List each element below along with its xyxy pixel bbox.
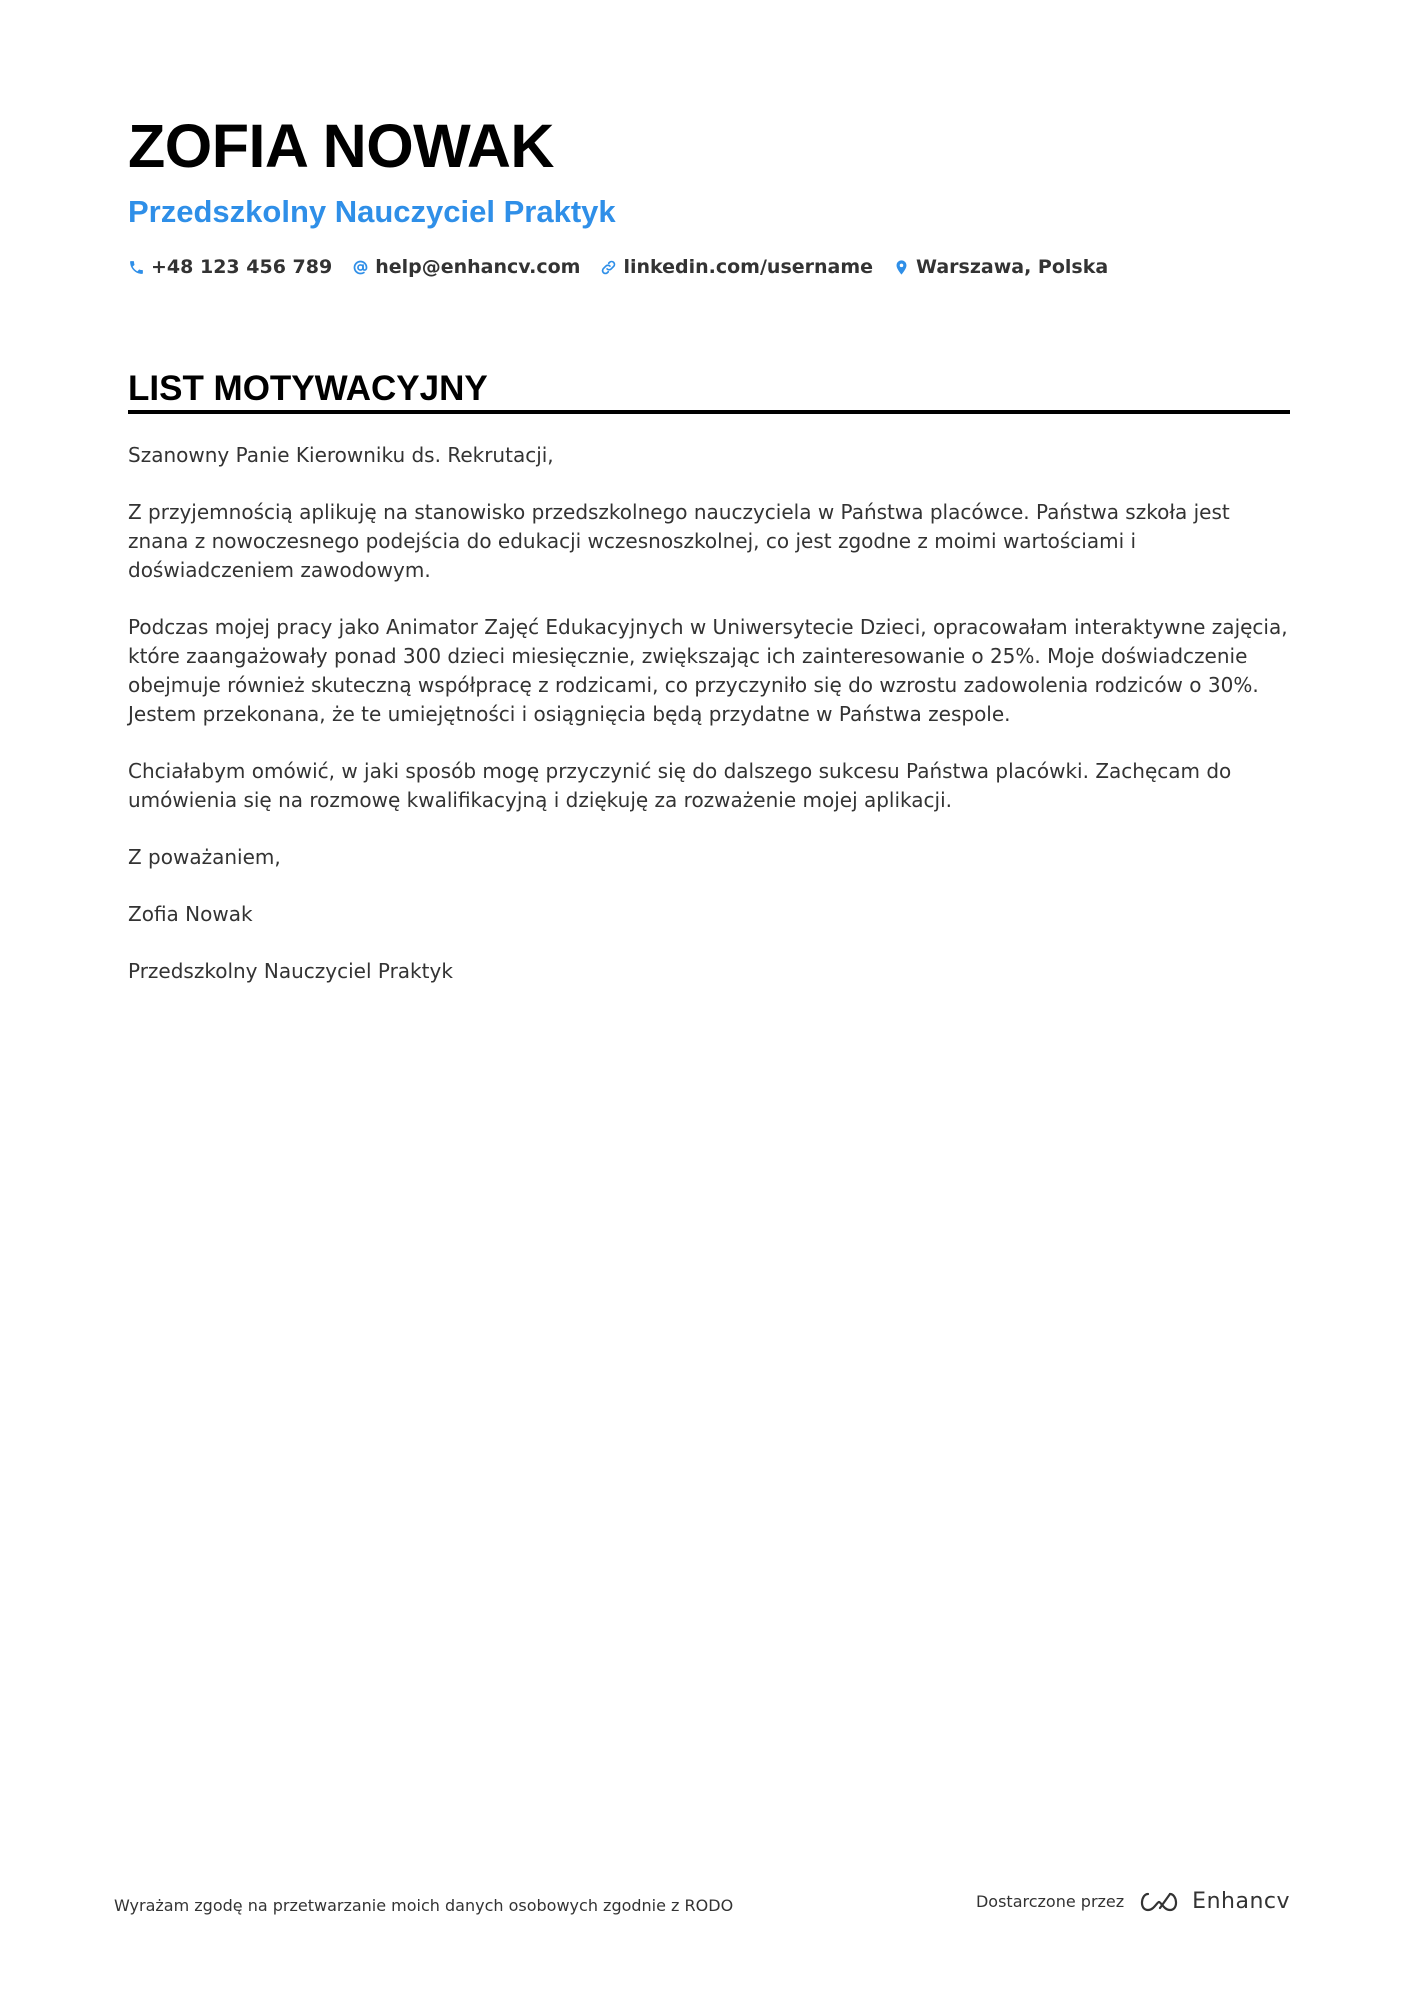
- section-divider: [128, 410, 1290, 414]
- contact-email[interactable]: [352, 253, 580, 281]
- letter-signature-title: Przedszkolny Nauczyciel Praktyk: [128, 959, 453, 983]
- contact-phone-text: +48 123 456 789: [151, 256, 333, 278]
- letter-signature-name: Zofia Nowak: [128, 902, 253, 926]
- contact-info: [128, 253, 1128, 281]
- letter-body: [128, 441, 1290, 1014]
- letter-paragraph: Chciałabym omówić, w jaki sposób mogę przyczynić się do dalszego sukcesu Państwa placówki. Zachęcam do umówienia się na rozmowę kwalifikacyjną i dziękuję za rozważenie mojej aplikacji.: [128, 759, 1232, 812]
- consent-clause: Wyrażam zgodę na przetwarzanie moich danych osobowych zgodnie z RODO: [114, 1896, 734, 1915]
- location-pin-icon: [893, 259, 910, 276]
- section-title: LIST MOTYWACYJNY: [128, 369, 488, 408]
- letter-closing: Z poważaniem,: [128, 845, 281, 869]
- contact-location: [893, 253, 1108, 281]
- enhancv-logo-icon: [1136, 1889, 1182, 1915]
- candidate-title: Przedszkolny Nauczyciel Praktyk: [128, 194, 616, 229]
- letter-salutation: Szanowny Panie Kierowniku ds. Rekrutacji,: [128, 443, 554, 467]
- contact-phone[interactable]: [128, 253, 332, 281]
- at-icon: [352, 259, 369, 276]
- phone-icon: [128, 259, 145, 276]
- contact-email-text: help@enhancv.com: [375, 256, 581, 278]
- powered-by-text: Dostarczone przez: [975, 1892, 1125, 1911]
- contact-linkedin-text: linkedin.com/username: [623, 256, 874, 278]
- letter-paragraph: Z przyjemnością aplikuję na stanowisko przedszkolnego nauczyciela w Państwa placówce. Państwa szkoła jest znana z nowoczesnego podejścia do edukacji wczesnoszkolnej, co jest zgodne z moimi wartościami i doświadczeniem zawodowym.: [128, 500, 1230, 582]
- candidate-name: ZOFIA NOWAK: [128, 112, 554, 180]
- contact-location-text: Warszawa, Polska: [916, 256, 1109, 278]
- contact-linkedin[interactable]: [600, 253, 873, 281]
- brand-name: Enhancv: [1192, 1889, 1290, 1914]
- powered-by[interactable]: [976, 1888, 1290, 1916]
- letter-paragraph: Podczas mojej pracy jako Animator Zajęć Edukacyjnych w Uniwersytecie Dzieci, opracowałam interaktywne zajęcia, które zaangażowały ponad 300 dzieci miesięcznie, zwiększając ich zainteresowanie o 25%. Moje doświadczenie obejmuje również skuteczną współpracę z rodzicami, co przyczyniło się do wzrostu zadowolenia rodziców o 30%. Jestem przekonana, że te umiejętności i osiągnięcia będą przydatne w Państwa zespole.: [128, 615, 1288, 726]
- link-icon: [600, 259, 617, 276]
